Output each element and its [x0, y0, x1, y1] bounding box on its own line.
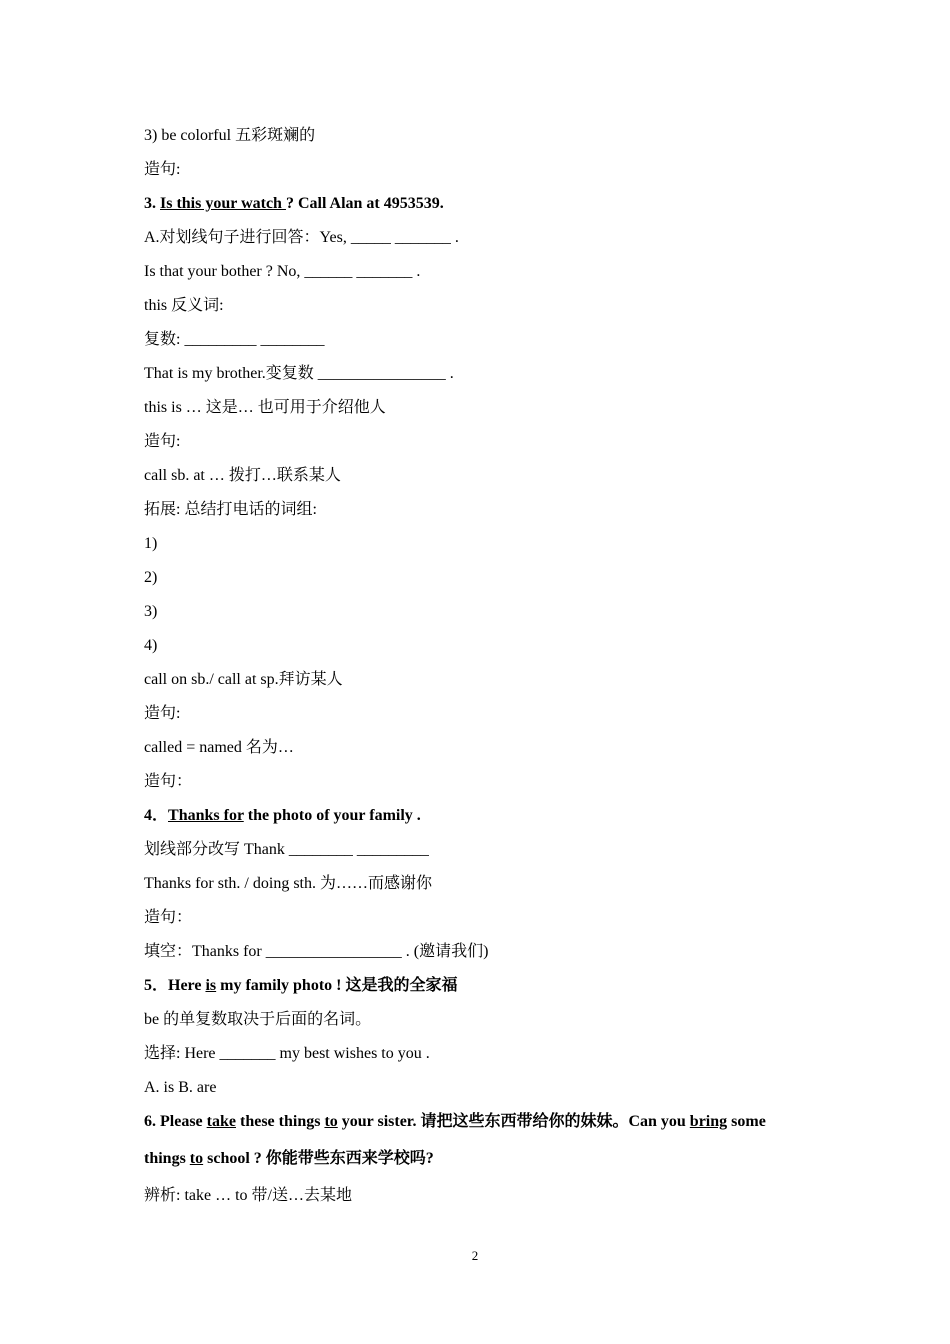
text-line: 造句:: [144, 433, 181, 450]
section-heading-5: 5．Here is my family photo ! 这是我的全家福: [144, 977, 458, 994]
text-line: 造句:: [144, 161, 181, 178]
text-line: 造句：: [144, 773, 193, 790]
text-line: 辨析: take … to 带/送…去某地: [144, 1187, 352, 1204]
text-line: 选择: Here _______ my best wishes to you .: [144, 1045, 430, 1062]
section-heading-3: 3. Is this your watch ? Call Alan at 4953539.: [144, 195, 444, 212]
list-item: 2): [144, 569, 158, 586]
text-line: A.对划线句子进行回答：Yes, _____ _______ .: [144, 229, 459, 246]
text-line: call sb. at … 拨打…联系某人: [144, 467, 341, 484]
underlined-phrase: Is this your watch: [160, 195, 286, 212]
underlined-word: to: [324, 1113, 338, 1130]
text-line: 划线部分改写 Thank ________ _________: [144, 841, 429, 858]
section-heading-4: 4．Thanks for the photo of your family .: [144, 807, 421, 824]
text-line: A. is B. are: [144, 1079, 217, 1096]
underlined-word: take: [206, 1113, 236, 1130]
text-line: be 的单复数取决于后面的名词。: [144, 1011, 372, 1028]
underlined-phrase: Thanks for: [168, 807, 244, 824]
text-line: this is … 这是… 也可用于介绍他人: [144, 399, 386, 416]
list-item: 1): [144, 535, 158, 552]
text-line: 3) be colorful 五彩斑斓的: [144, 127, 316, 144]
list-item: 3): [144, 603, 158, 620]
list-item: 4): [144, 637, 158, 654]
underlined-word: is: [205, 977, 217, 994]
section-heading-6: 6. Please take these things to your sister. 请把这些东西带给你的妹妹。Can you bring some: [144, 1113, 766, 1130]
underlined-word: bring: [689, 1113, 728, 1130]
text-line: 复数: _________ ________: [144, 331, 325, 348]
text-line: called = named 名为…: [144, 739, 294, 756]
text-line: 填空：Thanks for _________________ . (邀请我们): [144, 943, 489, 960]
text-line: That is my brother.变复数 ________________ .: [144, 365, 454, 382]
text-line: 造句：: [144, 909, 193, 926]
document-body: [144, 124, 824, 1218]
text-line: Thanks for sth. / doing sth. 为……而感谢你: [144, 875, 432, 892]
section-heading-6-cont: things to school ? 你能带些东西来学校吗?: [144, 1150, 434, 1167]
text-line: Is that your bother ? No, ______ _______ .: [144, 263, 421, 280]
page-number: 2: [471, 1248, 479, 1263]
text-line: call on sb./ call at sp.拜访某人: [144, 671, 343, 688]
text-line: this 反义词:: [144, 297, 224, 314]
text-line: 造句:: [144, 705, 181, 722]
underlined-word: to: [189, 1150, 204, 1167]
text-line: 拓展: 总结打电话的词组:: [144, 501, 317, 518]
